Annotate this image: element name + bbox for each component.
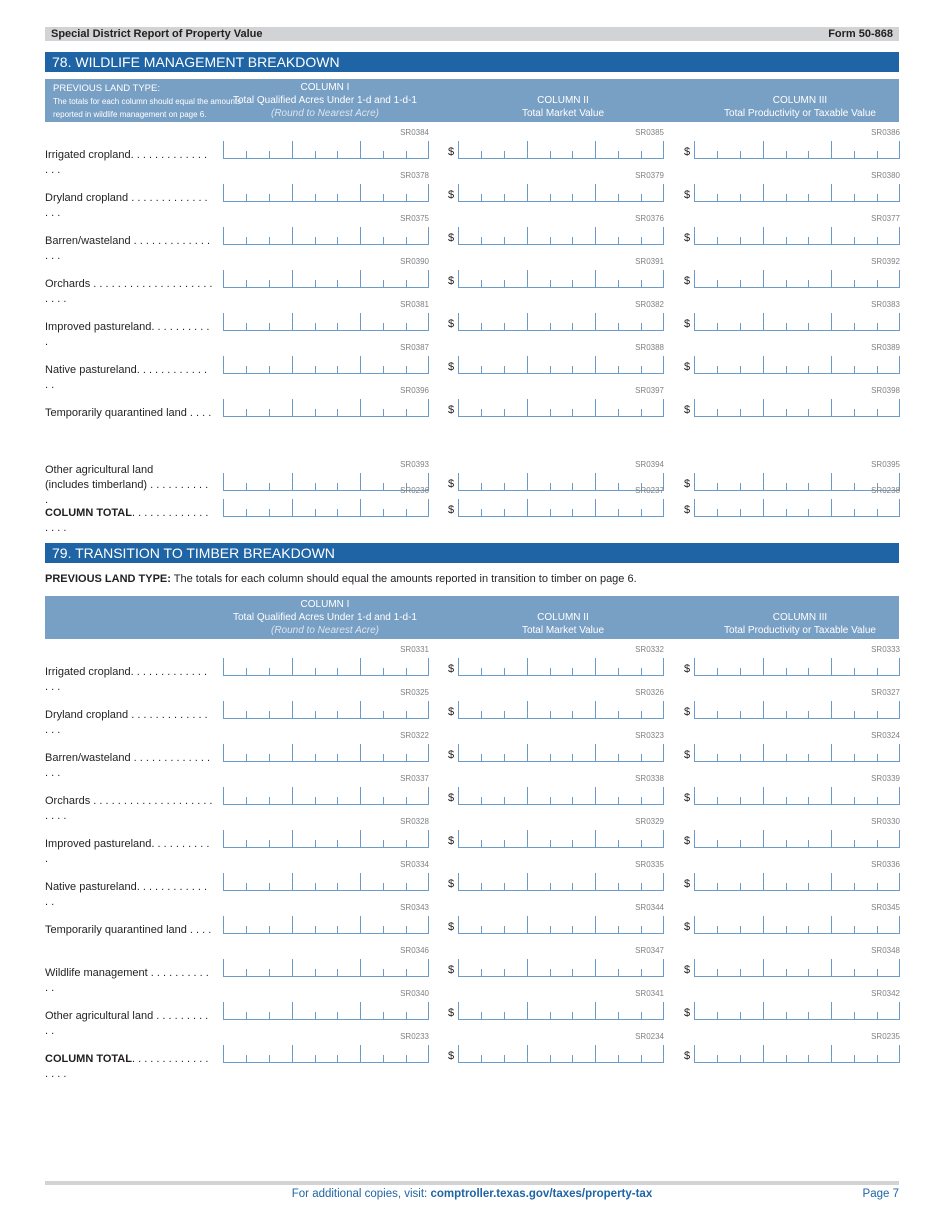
- entry-field-column-3[interactable]: [694, 499, 900, 517]
- dollar-sign: $: [684, 504, 691, 516]
- field-code: SR0323: [635, 731, 664, 740]
- field-code: SR0335: [635, 860, 664, 869]
- entry-field-column-1[interactable]: [223, 959, 429, 977]
- field-code: SR0347: [635, 946, 664, 955]
- field-code: SR0340: [400, 989, 429, 998]
- entry-field-column-3[interactable]: [694, 916, 900, 934]
- dollar-sign: $: [448, 749, 455, 761]
- column-1-heading: [225, 81, 425, 120]
- footer-url-link[interactable]: comptroller.texas.gov/taxes/property-tax: [430, 1188, 653, 1200]
- dollar-sign: $: [448, 792, 455, 804]
- dollar-sign: $: [448, 275, 455, 287]
- entry-field-column-2[interactable]: [458, 313, 664, 331]
- entry-field-column-3[interactable]: [694, 141, 900, 159]
- entry-field-column-2[interactable]: [458, 658, 664, 676]
- dollar-sign: $: [448, 478, 455, 490]
- dollar-sign: $: [684, 189, 691, 201]
- field-code: SR0385: [635, 128, 664, 137]
- entry-field-column-3[interactable]: [694, 959, 900, 977]
- field-code: SR0334: [400, 860, 429, 869]
- field-code: SR0380: [871, 171, 900, 180]
- section-78-title: 78. WILDLIFE MANAGEMENT BREAKDOWN: [52, 54, 340, 70]
- entry-field-column-2[interactable]: [458, 701, 664, 719]
- entry-field-column-3[interactable]: [694, 658, 900, 676]
- field-code: SR0391: [635, 257, 664, 266]
- entry-field-column-1[interactable]: [223, 1002, 429, 1020]
- field-code: SR0327: [871, 688, 900, 697]
- entry-field-column-1[interactable]: [223, 658, 429, 676]
- field-code: SR0388: [635, 343, 664, 352]
- field-code: SR0346: [400, 946, 429, 955]
- dollar-sign: $: [684, 1007, 691, 1019]
- row-label-text: Improved pastureland. . . . . . . . . . .: [45, 838, 210, 865]
- row-label-text: Dryland cropland . . . . . . . . . . . . . . . .: [45, 192, 208, 219]
- section-79-title: 79. TRANSITION TO TIMBER BREAKDOWN: [52, 545, 335, 561]
- field-code: SR0322: [400, 731, 429, 740]
- entry-field-column-1[interactable]: [223, 701, 429, 719]
- entry-field-column-2[interactable]: [458, 270, 664, 288]
- field-code: SR0345: [871, 903, 900, 912]
- entry-field-column-1[interactable]: [223, 499, 429, 517]
- dollar-sign: $: [684, 1050, 691, 1062]
- dollar-sign: $: [684, 318, 691, 330]
- entry-field-column-3[interactable]: [694, 787, 900, 805]
- entry-field-column-3[interactable]: [694, 1002, 900, 1020]
- row-label-text: . . . . . . . . . . . . . . . . .: [45, 507, 209, 534]
- dollar-sign: $: [448, 232, 455, 244]
- row-label-text: Wildlife management . . . . . . . . . . . .: [45, 967, 209, 994]
- dollar-sign: $: [684, 146, 691, 158]
- section-79-column-header: [45, 596, 899, 639]
- row-label-text: Dryland cropland . . . . . . . . . . . . . . . .: [45, 709, 208, 736]
- section-79-intro: [45, 573, 637, 585]
- entry-field-column-1[interactable]: [223, 1045, 429, 1063]
- field-code: SR0379: [635, 171, 664, 180]
- field-code: SR0329: [635, 817, 664, 826]
- dollar-sign: $: [448, 921, 455, 933]
- row-label-bold: COLUMN TOTAL: [45, 1053, 132, 1065]
- entry-field-column-3[interactable]: [694, 184, 900, 202]
- field-code: SR0234: [635, 1032, 664, 1041]
- field-code: SR0348: [871, 946, 900, 955]
- field-code: SR0392: [871, 257, 900, 266]
- field-code: SR0383: [871, 300, 900, 309]
- dollar-sign: $: [684, 663, 691, 675]
- dollar-sign: $: [448, 706, 455, 718]
- row-label-text: Native pastureland. . . . . . . . . . . . . .: [45, 881, 208, 908]
- entry-field-column-2[interactable]: [458, 141, 664, 159]
- field-code: SR0331: [400, 645, 429, 654]
- field-code: SR0377: [871, 214, 900, 223]
- field-code: SR0386: [871, 128, 900, 137]
- column-2-heading: [463, 611, 663, 637]
- column-2-subtitle: Total Market Value: [521, 625, 605, 636]
- row-label-text: Orchards . . . . . . . . . . . . . . . . . . . . . . . .: [45, 795, 213, 822]
- field-code: SR0375: [400, 214, 429, 223]
- entry-field-column-2[interactable]: [458, 959, 664, 977]
- dollar-sign: $: [684, 835, 691, 847]
- dollar-sign: $: [448, 361, 455, 373]
- entry-field-column-1[interactable]: [223, 916, 429, 934]
- field-code: SR0390: [400, 257, 429, 266]
- dollar-sign: $: [448, 404, 455, 416]
- column-1-subtitle: Total Qualified Acres Under 1-d and 1-d-1: [233, 612, 417, 623]
- entry-field-column-1[interactable]: [223, 141, 429, 159]
- column-2-title: COLUMN II: [537, 95, 589, 106]
- field-code: SR0376: [635, 214, 664, 223]
- dollar-sign: $: [448, 663, 455, 675]
- row-label-line-2: (includes timberland) . . . . . . . . . . .: [45, 479, 209, 506]
- dollar-sign: $: [684, 275, 691, 287]
- report-title: Special District Report of Property Value: [51, 28, 263, 40]
- field-code: SR0325: [400, 688, 429, 697]
- dollar-sign: $: [448, 1050, 455, 1062]
- entry-field-column-2[interactable]: [458, 356, 664, 374]
- footer-rule: [45, 1181, 899, 1185]
- dollar-sign: $: [448, 146, 455, 158]
- column-1-title: COLUMN I: [300, 82, 350, 93]
- field-code: SR0344: [635, 903, 664, 912]
- dollar-sign: $: [684, 964, 691, 976]
- field-code: SR0333: [871, 645, 900, 654]
- column-1-note: (Round to Nearest Acre): [270, 108, 379, 119]
- row-label: [45, 1052, 213, 1082]
- entry-field-column-1[interactable]: [223, 399, 429, 417]
- field-code: SR0381: [400, 300, 429, 309]
- entry-field-column-3[interactable]: [694, 830, 900, 848]
- row-label: [45, 506, 213, 536]
- field-code: SR0384: [400, 128, 429, 137]
- field-code: SR0336: [871, 860, 900, 869]
- section-79-intro-text: The totals for each column should equal the amounts reported in transition to timber on page 6.: [170, 573, 637, 585]
- field-code: SR0236: [400, 486, 429, 495]
- row-label-text: Irrigated cropland. . . . . . . . . . . . . . . .: [45, 666, 208, 693]
- field-code: SR0328: [400, 817, 429, 826]
- row-label-text: Irrigated cropland. . . . . . . . . . . . . . . .: [45, 149, 208, 176]
- entry-field-column-3[interactable]: [694, 1045, 900, 1063]
- section-79-header: [45, 543, 899, 563]
- entry-field-column-3[interactable]: [694, 744, 900, 762]
- dollar-sign: $: [684, 706, 691, 718]
- row-label-text: Native pastureland. . . . . . . . . . . . . .: [45, 364, 208, 391]
- dollar-sign: $: [684, 361, 691, 373]
- column-2-title: COLUMN II: [537, 612, 589, 623]
- field-code: SR0332: [635, 645, 664, 654]
- previous-land-type-label: PREVIOUS LAND TYPE:: [53, 83, 160, 94]
- section-79-intro-label: PREVIOUS LAND TYPE:: [45, 573, 171, 585]
- row-label-bold: COLUMN TOTAL: [45, 507, 132, 519]
- column-3-subtitle: Total Productivity or Taxable Value: [724, 108, 876, 119]
- row-label-text: Temporarily quarantined land . . . .: [45, 407, 212, 419]
- entry-field-column-2[interactable]: [458, 499, 664, 517]
- dollar-sign: $: [684, 404, 691, 416]
- entry-field-column-2[interactable]: [458, 184, 664, 202]
- row-label-text: . . . . . . . . . . . . . . . . .: [45, 1053, 209, 1080]
- column-3-heading: [700, 611, 900, 637]
- field-code: SR0238: [871, 486, 900, 495]
- field-code: SR0233: [400, 1032, 429, 1041]
- row-label: [45, 923, 213, 938]
- entry-field-column-3[interactable]: [694, 399, 900, 417]
- entry-field-column-1[interactable]: [223, 184, 429, 202]
- entry-field-column-3[interactable]: [694, 873, 900, 891]
- field-code: SR0341: [635, 989, 664, 998]
- field-code: SR0393: [400, 460, 429, 469]
- row-label-text: Improved pastureland. . . . . . . . . . .: [45, 321, 210, 348]
- dollar-sign: $: [448, 189, 455, 201]
- dollar-sign: $: [448, 1007, 455, 1019]
- field-code: SR0389: [871, 343, 900, 352]
- field-code: SR0382: [635, 300, 664, 309]
- dollar-sign: $: [448, 835, 455, 847]
- entry-field-column-1[interactable]: [223, 787, 429, 805]
- column-3-title: COLUMN III: [772, 95, 828, 106]
- field-code: SR0395: [871, 460, 900, 469]
- field-code: SR0397: [635, 386, 664, 395]
- field-code: SR0330: [871, 817, 900, 826]
- dollar-sign: $: [684, 878, 691, 890]
- dollar-sign: $: [684, 921, 691, 933]
- section-78-column-header: [45, 79, 899, 122]
- dollar-sign: $: [684, 232, 691, 244]
- field-code: SR0324: [871, 731, 900, 740]
- entry-field-column-2[interactable]: [458, 787, 664, 805]
- previous-land-type-text: The totals for each column should equal the amounts reported in wildlife management on page 6.: [53, 97, 242, 119]
- column-1-title: COLUMN I: [300, 599, 350, 610]
- dollar-sign: $: [684, 478, 691, 490]
- footer-prefix: For additional copies, visit:: [291, 1188, 431, 1200]
- field-code: SR0338: [635, 774, 664, 783]
- entry-field-column-3[interactable]: [694, 356, 900, 374]
- field-code: SR0237: [635, 486, 664, 495]
- column-3-subtitle: Total Productivity or Taxable Value: [724, 625, 876, 636]
- column-2-heading: [463, 94, 663, 120]
- form-row: [45, 486, 900, 534]
- footer-copies-note: [45, 1188, 899, 1200]
- form-row: [45, 1032, 900, 1080]
- field-code: SR0339: [871, 774, 900, 783]
- previous-land-type-note: [53, 82, 253, 121]
- dollar-sign: $: [448, 878, 455, 890]
- dollar-sign: $: [448, 504, 455, 516]
- row-label-text: Orchards . . . . . . . . . . . . . . . . . . . . . . . .: [45, 278, 213, 305]
- field-code: SR0398: [871, 386, 900, 395]
- entry-field-column-1[interactable]: [223, 744, 429, 762]
- entry-field-column-2[interactable]: [458, 744, 664, 762]
- entry-field-column-2[interactable]: [458, 227, 664, 245]
- field-code: SR0396: [400, 386, 429, 395]
- column-3-heading: [700, 94, 900, 120]
- column-1-heading: [225, 598, 425, 637]
- form-top-bar: [45, 27, 899, 41]
- entry-field-column-2[interactable]: [458, 873, 664, 891]
- row-label-text: Temporarily quarantined land . . . .: [45, 924, 212, 936]
- form-row: [45, 903, 899, 946]
- section-78-header: [45, 52, 899, 72]
- column-3-title: COLUMN III: [772, 612, 828, 623]
- row-label: [45, 406, 213, 421]
- dollar-sign: $: [448, 964, 455, 976]
- row-label-text: Other agricultural land: [45, 464, 154, 476]
- entry-field-column-2[interactable]: [458, 399, 664, 417]
- entry-field-column-3[interactable]: [694, 313, 900, 331]
- form-number: Form 50-868: [828, 28, 893, 40]
- column-2-subtitle: Total Market Value: [521, 108, 605, 119]
- entry-field-column-2[interactable]: [458, 1002, 664, 1020]
- entry-field-column-1[interactable]: [223, 227, 429, 245]
- dollar-sign: $: [448, 318, 455, 330]
- entry-field-column-1[interactable]: [223, 313, 429, 331]
- field-code: SR0343: [400, 903, 429, 912]
- dollar-sign: $: [684, 749, 691, 761]
- field-code: SR0378: [400, 171, 429, 180]
- entry-field-column-2[interactable]: [458, 1045, 664, 1063]
- row-label-text: Other agricultural land . . . . . . . . . . .: [45, 1010, 209, 1037]
- column-1-note: (Round to Nearest Acre): [270, 625, 379, 636]
- row-label-text: Barren/wasteland . . . . . . . . . . . . . . . .: [45, 235, 211, 262]
- entry-field-column-2[interactable]: [458, 830, 664, 848]
- entry-field-column-1[interactable]: [223, 270, 429, 288]
- entry-field-column-1[interactable]: [223, 356, 429, 374]
- entry-field-column-1[interactable]: [223, 830, 429, 848]
- form-row: [45, 386, 899, 429]
- row-label-text: Barren/wasteland . . . . . . . . . . . . . . . .: [45, 752, 211, 779]
- field-code: SR0394: [635, 460, 664, 469]
- field-code: SR0342: [871, 989, 900, 998]
- page-number: Page 7: [862, 1188, 899, 1200]
- entry-field-column-3[interactable]: [694, 270, 900, 288]
- entry-field-column-1[interactable]: [223, 873, 429, 891]
- entry-field-column-3[interactable]: [694, 227, 900, 245]
- column-1-subtitle: Total Qualified Acres Under 1-d and 1-d-1: [233, 95, 417, 106]
- entry-field-column-2[interactable]: [458, 916, 664, 934]
- field-code: SR0235: [871, 1032, 900, 1041]
- field-code: SR0387: [400, 343, 429, 352]
- entry-field-column-3[interactable]: [694, 701, 900, 719]
- dollar-sign: $: [684, 792, 691, 804]
- field-code: SR0326: [635, 688, 664, 697]
- field-code: SR0337: [400, 774, 429, 783]
